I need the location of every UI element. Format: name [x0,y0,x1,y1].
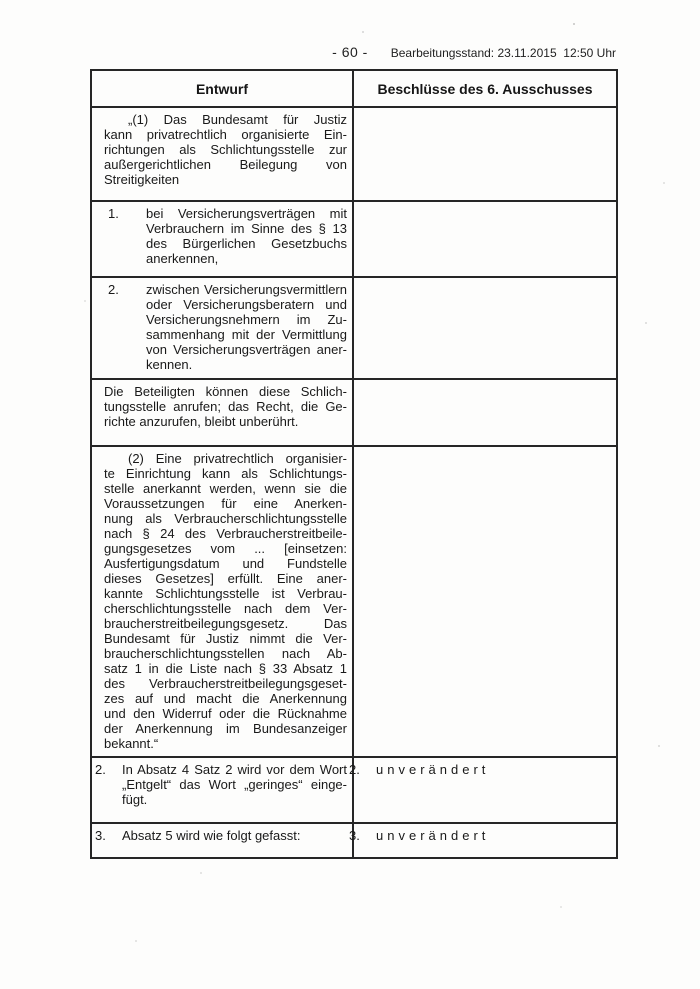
text-line: Absatz 5 wird wie folgt gefasst: [122,828,301,843]
text-line: Die Beteiligten können diese Schlich- [104,384,347,399]
paragraph [104,384,347,429]
text-line: nach § 24 des Verbraucherstreitbeile- [104,526,347,541]
text-line: unverändert [376,828,490,843]
entwurf-cell [92,380,352,445]
beschluesse-cell [349,824,616,857]
numbered-item [349,762,610,777]
numbered-item [95,828,347,843]
text-line: anerkennen, [146,251,219,266]
entwurf-cell [92,108,352,200]
entwurf-cell [92,824,352,857]
entwurf-cell [92,278,352,378]
table-row [92,824,616,857]
table-row [92,447,616,758]
item-number: 3. [349,828,360,843]
text-line: braucherstreitbeilegungsgesetz. Das [104,616,347,631]
text-line: In Absatz 4 Satz 2 wird vor dem Wort [122,762,347,777]
text-line: und den Widerruf oder die Rücknahme [104,706,347,721]
column-header-entwurf: Entwurf [195,80,249,97]
text-line: (2) Eine privatrechtlich organisier- [128,451,347,466]
text-line: satz 1 in die Liste nach § 33 Absatz 1 [104,661,347,676]
text-line: kannte Schlichtungsstelle ist Verbrau- [104,586,347,601]
text-line: Bundesamt für Justiz nimmt die Ver- [104,631,347,646]
text-line: Streitigkeiten [104,172,180,187]
beschluesse-cell [352,447,616,756]
page-number: - 60 - [332,44,368,60]
text-line: sammenhang mit der Vermittlung [146,327,347,342]
entwurf-cell [92,758,352,822]
item-number: 2. [108,282,119,297]
text-line: zes auf und macht die Anerkennung [104,691,347,706]
numbered-item [349,828,610,843]
item-number: 3. [95,828,106,843]
text-line: dieses Gesetzes] erfüllt. Eine aner- [104,571,347,586]
scan-noise [0,0,2,2]
page-header [0,44,700,62]
text-line: braucherschlichtungsstellen nach Ab- [104,646,347,661]
text-line: Verbrauchern im Sinne des § 13 [146,221,347,236]
text-line: Voraussetzungen für eine Anerken- [104,496,347,511]
text-line: oder Versicherungsberatern und [146,297,347,312]
column-header-beschluesse: Beschlüsse des 6. Ausschusses [352,71,616,106]
item-number: 2. [95,762,106,777]
item-number: 1. [108,206,119,221]
beschluesse-cell [352,380,616,445]
beschluesse-cell [352,108,616,200]
text-line: Versicherungsnehmern im Zu- [146,312,347,327]
text-line: der Anerkennung im Bundesanzeiger [104,721,347,736]
text-line: tungsstelle anrufen; das Recht, die Ge- [104,399,347,414]
text-line: außergerichtlichen Beilegung von [104,157,347,172]
table-row [92,758,616,824]
text-line: „(1) Das Bundesamt für Justiz [128,112,347,127]
status-line: Bearbeitungsstand: 23.11.2015 12:50 Uhr [390,46,616,60]
text-line: nung als Verbraucherschlichtungsstelle [104,511,347,526]
text-line: kann privatrechtlich organisierte Ein- [104,127,347,142]
paragraph [104,451,347,751]
synopsis-table [90,69,618,859]
item-number: 2. [349,762,360,777]
text-line: des Verbraucherstreitbeilegungsgeset- [104,676,347,691]
text-line: bei Versicherungsverträgen mit [146,206,347,221]
paragraph [104,112,347,187]
text-line: te Einrichtung kann als Schlichtungs- [104,466,347,481]
numbered-item [108,206,347,266]
beschluesse-cell [352,202,616,276]
table-row [92,380,616,447]
text-line: stelle anerkannt werden, wenn sie die [104,481,347,496]
table-row [92,108,616,202]
beschluesse-cell [349,758,616,822]
text-line: cherschlichtungsstelle nach dem Ver- [104,601,347,616]
numbered-item [95,762,347,807]
text-line: zwischen Versicherungsvermittlern [146,282,347,297]
text-line: „Entgelt“ das Wort „geringes“ einge- [122,777,347,792]
table-body [92,108,616,857]
beschluesse-cell [352,278,616,378]
text-line: richtungen als Schlichtungsstelle zur [104,142,347,157]
text-line: unverändert [376,762,490,777]
text-line: des Bürgerlichen Gesetzbuchs [146,236,347,251]
text-line: kennen. [146,357,193,372]
text-line: richte anzurufen, bleibt unberührt. [104,414,299,429]
table-row [92,278,616,380]
numbered-item [108,282,347,372]
table-header-row [92,71,616,108]
table-row [92,202,616,278]
text-line: bekannt.“ [104,736,159,751]
text-line: von Versicherungsverträgen aner- [146,342,347,357]
entwurf-cell [92,202,352,276]
text-line: gungsgesetzes vom ... [einsetzen: [104,541,347,556]
text-line: fügt. [122,792,148,807]
text-line: Ausfertigungsdatum und Fundstelle [104,556,347,571]
entwurf-cell [92,447,352,756]
